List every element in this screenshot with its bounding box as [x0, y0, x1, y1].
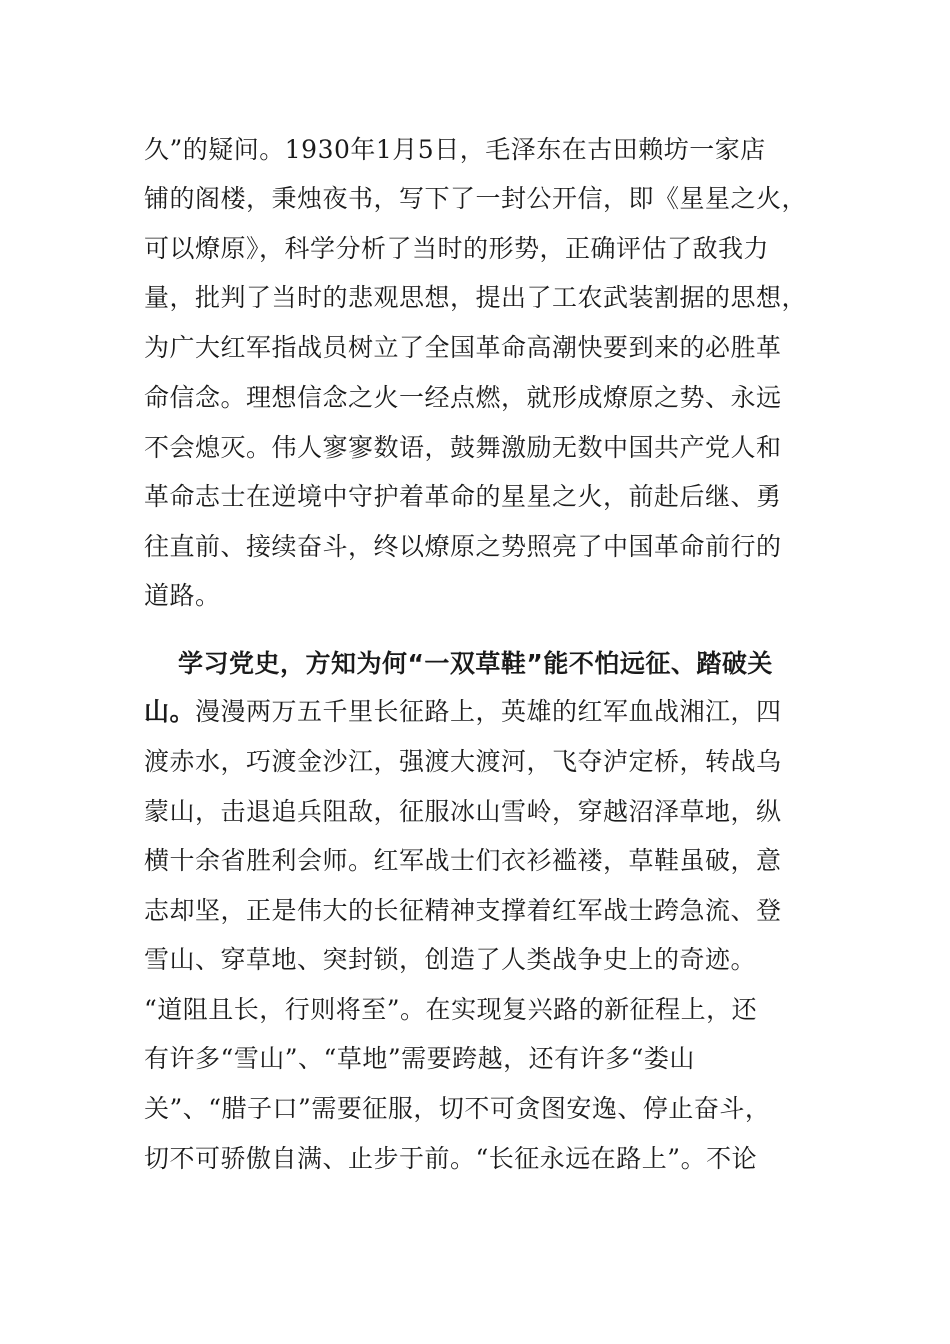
paragraph-2-heading-end: 山。 — [144, 697, 196, 726]
paragraph-1-line-5: 为广大红军指战员树立了全国革命高潮快要到来的必胜革 — [144, 333, 782, 362]
paragraph-2-line-11: 切不可骄傲自满、止步于前。“长征永远在路上”。不论 — [144, 1144, 758, 1173]
paragraph-2-line-5: 横十余省胜利会师。红军战士们衣衫褴褛，草鞋虽破，意 — [144, 846, 782, 875]
paragraph-1-line-2: 铺的阁楼，秉烛夜书，写下了一封公开信，即《星星之火， — [144, 184, 808, 213]
paragraph-2-heading-line-1: 学习党史，方知为何“一双草鞋”能不怕远征、踏破关 — [178, 649, 773, 678]
paragraph-1-line-6: 命信念。理想信念之火一经点燃，就形成燎原之势、永远 — [144, 383, 782, 412]
paragraph-1-line-4: 量，批判了当时的悲观思想，提出了工农武装割据的思想， — [144, 283, 808, 312]
paragraph-1-line-8: 革命志士在逆境中守护着革命的星星之火，前赴后继、勇 — [144, 482, 782, 511]
paragraph-2-line-3: 渡赤水，巧渡金沙江，强渡大渡河，飞夺泸定桥，转战乌 — [144, 747, 782, 776]
paragraph-1-line-1: 久”的疑问。1930年1月5日，毛泽东在古田赖坊一家店 — [144, 135, 766, 164]
paragraph-2-line-4: 蒙山，击退追兵阻敌，征服冰山雪岭，穿越沼泽草地，纵 — [144, 797, 782, 826]
paragraph-2-line-8: “道阻且长，行则将至”。在实现复兴路的新征程上，还 — [144, 995, 758, 1024]
paragraph-1-line-9: 往直前、接续奋斗，终以燎原之势照亮了中国革命前行的 — [144, 532, 782, 561]
paragraph-1-line-7: 不会熄灭。伟人寥寥数语，鼓舞激励无数中国共产党人和 — [144, 433, 782, 462]
paragraph-2-line-2 — [144, 694, 782, 730]
paragraph-2-line-7: 雪山、穿草地、突封锁，创造了人类战争史上的奇迹。 — [144, 945, 757, 974]
paragraph-1-line-3: 可以燎原》，科学分析了当时的形势，正确评估了敌我力 — [144, 234, 770, 263]
paragraph-2-line-9: 有许多“雪山”、“草地”需要跨越，还有许多“娄山 — [144, 1044, 695, 1073]
paragraph-2-line-2-text: 漫漫两万五千里长征路上，英雄的红军血战湘江，四 — [195, 697, 782, 726]
paragraph-2-line-6: 志却坚，正是伟大的长征精神支撑着红军战士跨急流、登 — [144, 896, 782, 925]
paragraph-1-line-10: 道路。 — [144, 581, 221, 610]
paragraph-2-line-10: 关”、“腊子口”需要征服，切不可贪图安逸、停止奋斗， — [144, 1094, 771, 1123]
